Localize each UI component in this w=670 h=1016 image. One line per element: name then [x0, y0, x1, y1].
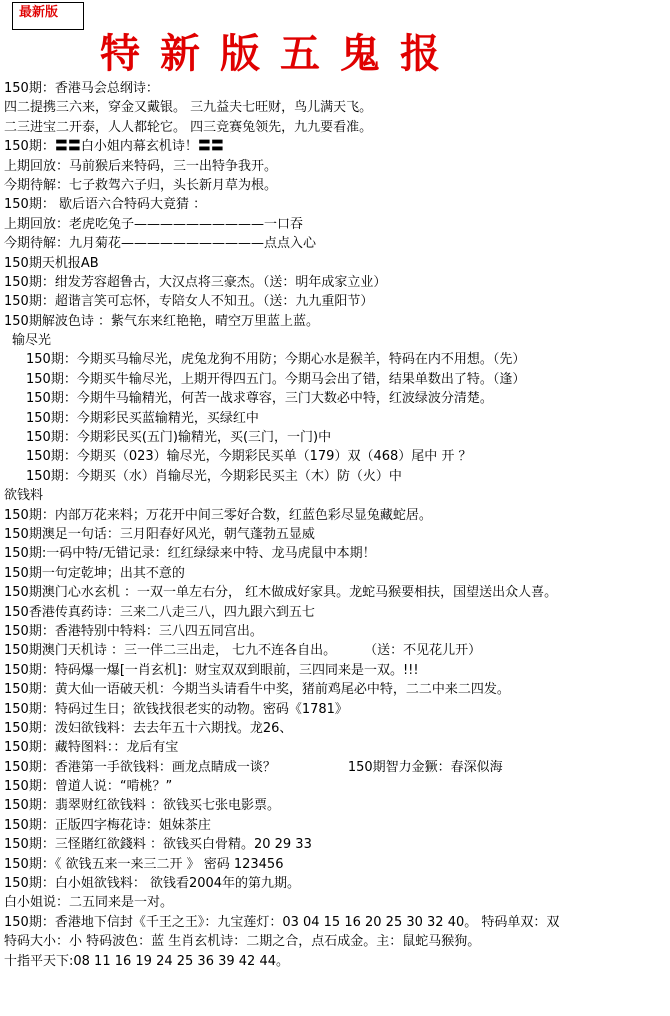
text-line: 150期：今期彩民买蓝输精光，买绿红中 — [26, 410, 259, 426]
text-line — [4, 758, 668, 777]
text-line: 150期：今期彩民买(五门)输精光，买(三门，一门)中 — [26, 430, 332, 446]
text-line: 150期解波色诗 ：紫气东来红艳艳，晴空万里蓝上蓝。 — [4, 313, 319, 329]
macau-poem-text: 150期澳门天机诗 ：三一伴二三出走， 七九不连各自出。 — [4, 643, 337, 659]
text-line: 150期：今期买（水）肖输尽光，今期彩民买主（木）防（火）中 — [26, 468, 402, 484]
document-body — [4, 79, 668, 971]
text-line: 四二提携三六来，穿金又戴银。 三九益夫七旺财，鸟儿满天飞。 — [4, 100, 373, 116]
text-line: 150期：超谐言笑可忘怀，专陪女人不知丑。（送：九九重阳节） — [4, 294, 374, 310]
text-line: 150期：曾道人说：“啃桃？” — [4, 779, 173, 795]
text-line: 上期回放：马前猴后来特码，三一出特争我开。 — [4, 158, 278, 174]
text-line: 150期：正版四字梅花诗：姐妹茶庄 — [4, 817, 211, 833]
text-line: 150期：黄大仙一语破天机：今期当头请看牛中奖，猪前鸡尾必中特，二二中来二四发。 — [4, 682, 510, 698]
text-line: 150期：今期买马输尽光，虎兔龙狗不用防；今期心水是猴羊，特码在内不用想。（先） — [26, 352, 526, 368]
page-title: 特新版五鬼报 — [100, 30, 460, 77]
text-line: 150期澳门心水玄机 ：一双一单左右分， 红木做成好家具。龙蛇马猴要相扶，国望送出众人喜。 — [4, 585, 558, 601]
text-line: 150期澳足一句话：三月阳春好风光，朝气蓬勃五显威 — [4, 526, 315, 542]
text-line: 十指平天下:08 11 16 19 24 25 36 39 42 44。 — [4, 953, 289, 969]
text-line: 150期：今期牛马输精光，何苦一战求尊容，三门大数必中特，红波绿波分清楚。 — [26, 391, 493, 407]
text-line: 150期：泼妇欲钱料：去去年五十六期找。龙26、 — [4, 720, 293, 736]
text-line: 150期一句定乾坤；出其不意的 — [4, 565, 185, 581]
text-line: 150期：翡翠财红欲钱料 ：欲钱买七张电影票。 — [4, 798, 280, 814]
section-heading: 欲钱料 — [4, 488, 44, 504]
text-line: 特码大小：小 特码波色：蓝 生肖玄机诗：二期之合，点石成金。主：鼠蛇马猴狗。 — [4, 934, 481, 950]
text-line: 150期：藏特图料：：龙后有宝 — [4, 740, 179, 756]
text-line: 150期：《 欲钱五来一来三二开 》 密码 123456 — [4, 856, 284, 872]
text-line: 150期：特码过生日；欲钱找很老实的动物。密码《1781》 — [4, 701, 348, 717]
section-heading: 输尽光 — [12, 333, 52, 349]
macau-poem-note: （送：不见花儿开） — [364, 643, 482, 659]
text-line: 150期：香港地下信封《千王之王》：九宝莲灯：03 04 15 16 20 25 30 32 40。 特码单双：双 — [4, 914, 560, 930]
text-line: 白小姐说：二五同来是一对。 — [4, 895, 174, 911]
text-line: 150期：今期买牛输尽光，上期开得四五门。今期马会出了错，结果单数出了特。（逢） — [26, 371, 526, 387]
text-line: 150期：香港马会总纲诗： — [4, 81, 159, 96]
text-line: 上期回放：老虎吃兔子——————————一口吞 — [4, 216, 304, 232]
text-line: 今期待解：九月菊花———————————点点入心 — [4, 236, 317, 252]
first-hand-text: 150期：香港第一手欲钱料：画龙点睛成一谈？ — [4, 759, 276, 775]
text-line — [4, 641, 668, 660]
text-line: 150期:一码中特/无错记录：红红绿绿来中特、龙马虎鼠中本期！ — [4, 546, 376, 562]
text-line: 150香港传真药诗：三来二八走三八，四九跟六到五七 — [4, 604, 315, 620]
text-line: 150期：绀发芳容超鲁古，大汉点将三豪杰。（送：明年成家立业） — [4, 274, 387, 290]
text-line: 150期：香港特别中特料：三八四五同宫出。 — [4, 623, 263, 639]
text-line: 150期：内部万花来料；万花开中间三零好合数，红蓝色彩尽显兔藏蛇居。 — [4, 507, 432, 523]
zhili-label: 150期智力金獗：春深似海 — [347, 759, 503, 775]
text-line: 二三进宝二开泰，人人都轮它。 四三竞赛兔领先，九九要看准。 — [4, 119, 373, 135]
text-line: 150期：三怪賭红欲錢料 ：欲钱买白骨精。20 29 33 — [4, 837, 312, 853]
text-line: 150期： 歇后语六合特码大竟猜 ： — [4, 197, 207, 213]
text-line: 150期：特码爆一爆[一肖玄机]：财宝双双到眼前，三四同来是一双。!!! — [4, 662, 419, 678]
text-line: 150期天机报AB — [4, 255, 99, 271]
text-line: 今期待解：七子救驾六子归，头长新月草为根。 — [4, 177, 278, 193]
text-line: 150期：〓〓白小姐内幕玄机诗！〓〓 — [4, 139, 224, 155]
latest-edition-badge: 最新版 — [12, 2, 84, 30]
text-line: 150期：白小姐欲钱料： 欲钱看2004年的第九期。 — [4, 876, 301, 892]
text-line: 150期：今期买（023）输尽光，今期彩民买单（179）双（468）尾中 开 ？ — [26, 449, 472, 465]
